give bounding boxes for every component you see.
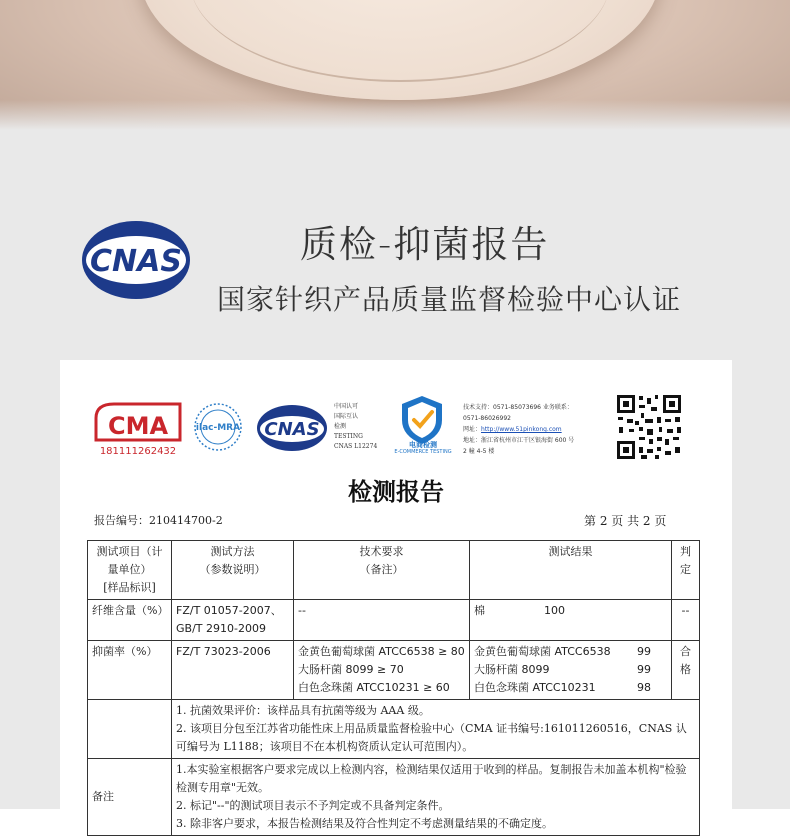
header-requirement: 技术要求 （备注） — [294, 541, 470, 600]
report-table — [87, 540, 700, 836]
remarks-text: 1.本实验室根据客户要求完成以上检测内容，检测结果仅适用于收到的样品。复制报告未加盖本机构"检验检测专用章"无效。 2. 标记"--"的测试项目表示不予判定或不具备判定条件。 3. 除非客户要求，本报告检测结果及符合性判定不考虑测量结果的不确定度。 — [172, 759, 700, 836]
cma-number: 181111262432 — [99, 446, 177, 457]
conclusion-text: 1. 抗菌效果评价：该样品具有抗菌等级为 AAA 级。 2. 该项目分包至江苏省功能性床上用品质量监督检验中心（CMA 证书编号:161011260516，CNAS 认可编号为 L1188；该项目不在本机构资质认定认可范围内）。 — [172, 700, 700, 759]
row-method: FZ/T 01057-2007、 GB/T 2910-2009 — [172, 600, 294, 641]
row-verdict: 合格 — [672, 641, 700, 700]
test-report-document — [60, 360, 732, 830]
row-item: 抑菌率（%） — [88, 641, 172, 700]
ilac-mra-logo — [189, 402, 247, 452]
header-method: 测试方法 （参数说明） — [172, 541, 294, 600]
lab-website-link[interactable]: http://www.51pinkong.com — [481, 426, 562, 433]
result-name: 金黄色葡萄球菌 ATCC6538 — [474, 645, 611, 658]
table-row — [88, 641, 700, 700]
ecommerce-testing-shield-icon — [398, 394, 446, 446]
header-verdict: 判定 — [672, 541, 700, 600]
header-result: 测试结果 — [470, 541, 672, 600]
ecommerce-testing-label: 电商检测 — [409, 441, 437, 449]
cnas-logo-text: CNAS — [90, 244, 182, 279]
page-info: 第 2 页 共 2 页 — [584, 514, 667, 528]
remarks-label: 备注 — [88, 759, 172, 836]
row-result — [470, 641, 672, 700]
table-row — [88, 600, 700, 641]
result-value: 99 — [637, 663, 651, 676]
cma-logo-text: CMA — [107, 412, 169, 440]
qr-code — [615, 393, 683, 461]
report-number: 报告编号：210414700-2 — [94, 514, 223, 527]
row-verdict: -- — [672, 600, 700, 641]
table-header-row — [88, 541, 700, 600]
result-value: 98 — [637, 681, 651, 694]
row-result — [470, 600, 672, 641]
cnas-small-text: CNAS — [264, 419, 320, 440]
report-title: 检测报告 — [348, 477, 444, 506]
cnas-logo — [80, 220, 192, 300]
result-name: 白色念珠菌 ATCC10231 — [474, 681, 596, 694]
result-name: 大肠杆菌 8099 — [474, 663, 550, 676]
cnas-cert-text: 中国认可 国际互认 检测 TESTING CNAS L12274 — [334, 403, 378, 450]
ecommerce-testing-sub: E-COMMERCE TESTING — [394, 449, 452, 455]
result-value: 99 — [637, 645, 651, 658]
cnas-small-logo — [256, 404, 328, 452]
ilac-logo-text: ilac-MRA — [195, 423, 241, 433]
conclusion-row — [88, 700, 700, 759]
result-value: 100 — [544, 604, 565, 617]
cma-logo — [92, 400, 184, 458]
page-subtitle: 国家针织产品质量监督检验中心认证 — [217, 283, 682, 316]
row-item: 纤维含量（%） — [88, 600, 172, 641]
header-item: 测试项目（计量单位） [样品标识] — [88, 541, 172, 600]
fabric-photo — [0, 0, 790, 130]
lab-contact-info: 技术支持：0571-85073696 业务联系： 0571-86026992 网址：http://www.51pinkong.com 地址：浙江省杭州市江干区银海街 600 号 2 幢 4-5 楼 — [463, 404, 575, 455]
result-name: 棉 — [474, 604, 485, 617]
remarks-row — [88, 759, 700, 836]
row-method: FZ/T 73023-2006 — [172, 641, 294, 700]
row-requirement: 金黄色葡萄球菌 ATCC6538 ≥ 80 大肠杆菌 8099 ≥ 70 白色念珠菌 ATCC10231 ≥ 60 — [294, 641, 470, 700]
row-requirement: -- — [294, 600, 470, 641]
page-title: 质检-抑菌报告 — [300, 223, 550, 266]
